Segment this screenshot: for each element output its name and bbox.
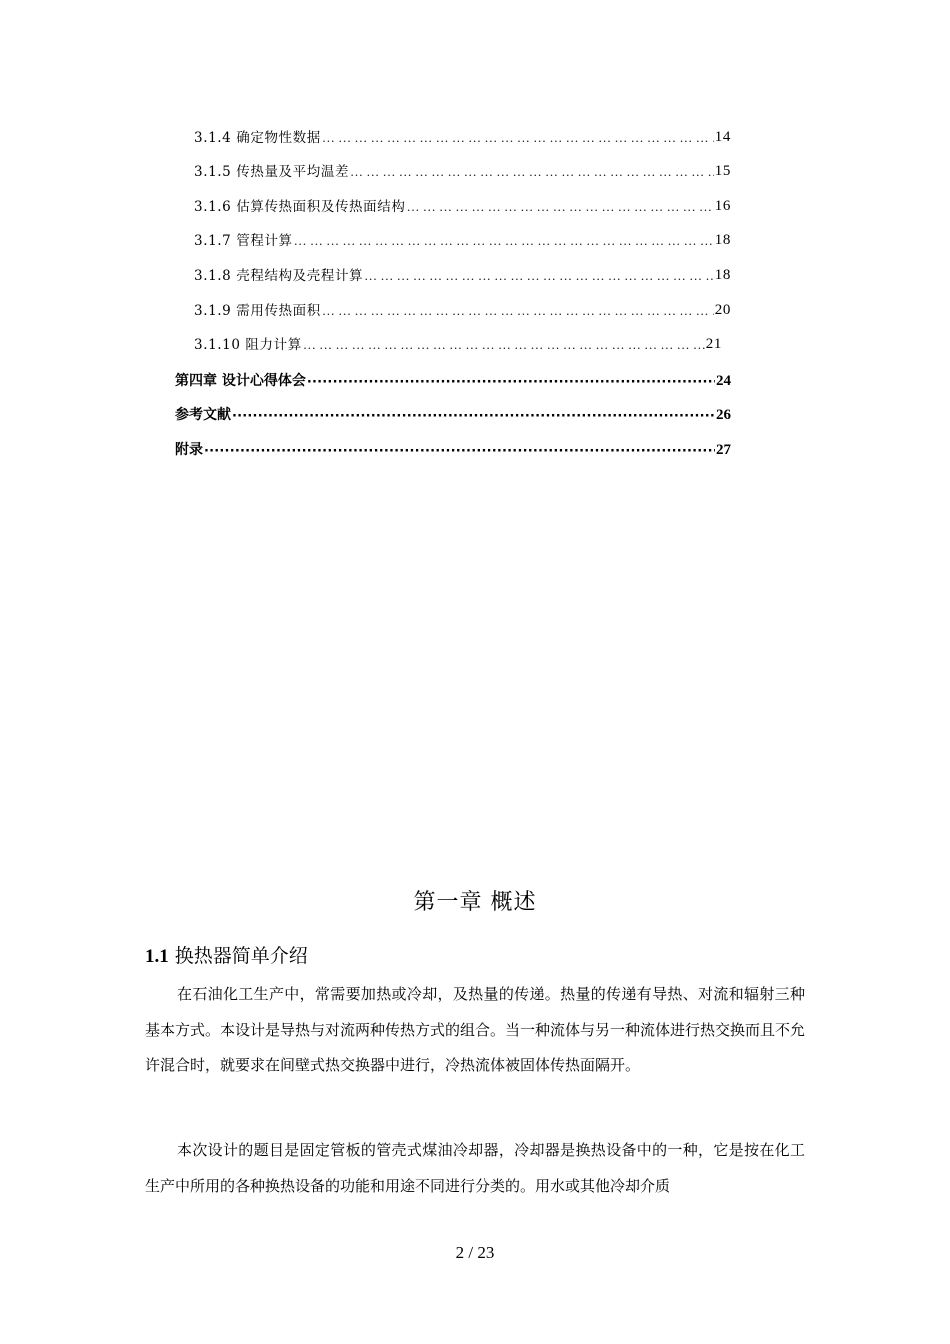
- toc-entry-title: 3.1.10 阻力计算: [194, 337, 302, 353]
- toc-entry-3-1-5[interactable]: [194, 158, 731, 180]
- toc-entry-title: 附录: [175, 442, 203, 458]
- toc-entry-3-1-10[interactable]: [194, 331, 722, 353]
- toc-entry-title: 参考文献: [175, 407, 231, 423]
- toc-entry-chapter-4[interactable]: [175, 368, 731, 390]
- toc-entry-title: 3.1.5 传热量及平均温差: [194, 164, 350, 180]
- toc-leader-dots: [322, 303, 714, 319]
- toc-leader-dots: [350, 164, 714, 180]
- toc-entry-title: 3.1.4 确定物性数据: [194, 130, 321, 146]
- toc-entry-references[interactable]: [175, 402, 731, 424]
- toc-leader-dots: [406, 199, 713, 215]
- toc-entry-page: 18: [714, 232, 731, 248]
- toc-leader-dots: [204, 444, 715, 459]
- toc-entry-title: 3.1.8 壳程结构及壳程计算: [194, 268, 364, 284]
- toc-entry-title: 第四章 设计心得体会: [175, 373, 306, 389]
- toc-entry-3-1-6[interactable]: [194, 193, 731, 215]
- toc-entry-title: 3.1.7 管程计算: [194, 233, 293, 249]
- toc-entry-3-1-9[interactable]: [194, 297, 731, 319]
- toc-entry-page: 15: [714, 163, 731, 179]
- section-title-text: 换热器简单介绍: [174, 945, 308, 967]
- toc-entry-page: 14: [714, 129, 731, 145]
- toc-entry-page: 21: [705, 336, 722, 352]
- toc-entry-page: 18: [714, 267, 731, 283]
- toc-leader-dots: [303, 337, 705, 353]
- toc-leader-dots: [364, 268, 714, 284]
- toc-entry-page: 26: [716, 407, 731, 423]
- body-paragraph-1: 在石油化工生产中，常需要加热或冷却，及热量的传递。热量的传递有导热、对流和辐射三种基本方式。本设计是导热与对流两种传热方式的组合。当一种流体与另一种流体进行热交换而且不允许混合时，就要求在间壁式热交换器中进行，冷热流体被固体传热面隔开。: [145, 985, 806, 1074]
- toc-leader-dots: [307, 375, 715, 390]
- section-number: 1.1: [145, 946, 169, 967]
- body-paragraph-2: 本次设计的题目是固定管板的管壳式煤油冷却器，冷却器是换热设备中的一种，它是按在化工生产中所用的各种换热设备的功能和用途不同进行分类的。用水或其他冷却介质: [145, 1141, 805, 1195]
- chapter-title: 第一章 概述: [413, 890, 537, 915]
- toc-entry-page: 20: [714, 302, 731, 318]
- toc-entry-page: 27: [716, 442, 731, 458]
- toc-leader-dots: [322, 130, 714, 146]
- toc-entry-3-1-4[interactable]: [194, 124, 731, 146]
- toc-entry-3-1-8[interactable]: [194, 262, 731, 284]
- toc-entry-3-1-7[interactable]: [194, 227, 731, 249]
- toc-leader-dots: [294, 233, 714, 249]
- page-indicator: 2 / 23: [455, 1243, 495, 1262]
- toc-leader-dots: [232, 409, 715, 424]
- toc-entry-title: 3.1.9 需用传热面积: [194, 303, 321, 319]
- toc-entry-title: 3.1.6 估算传热面积及传热面结构: [194, 199, 406, 215]
- toc-entry-page: 24: [716, 373, 731, 389]
- toc-entry-page: 16: [714, 198, 731, 214]
- toc-entry-appendix[interactable]: [175, 437, 731, 459]
- section-heading: [145, 941, 308, 968]
